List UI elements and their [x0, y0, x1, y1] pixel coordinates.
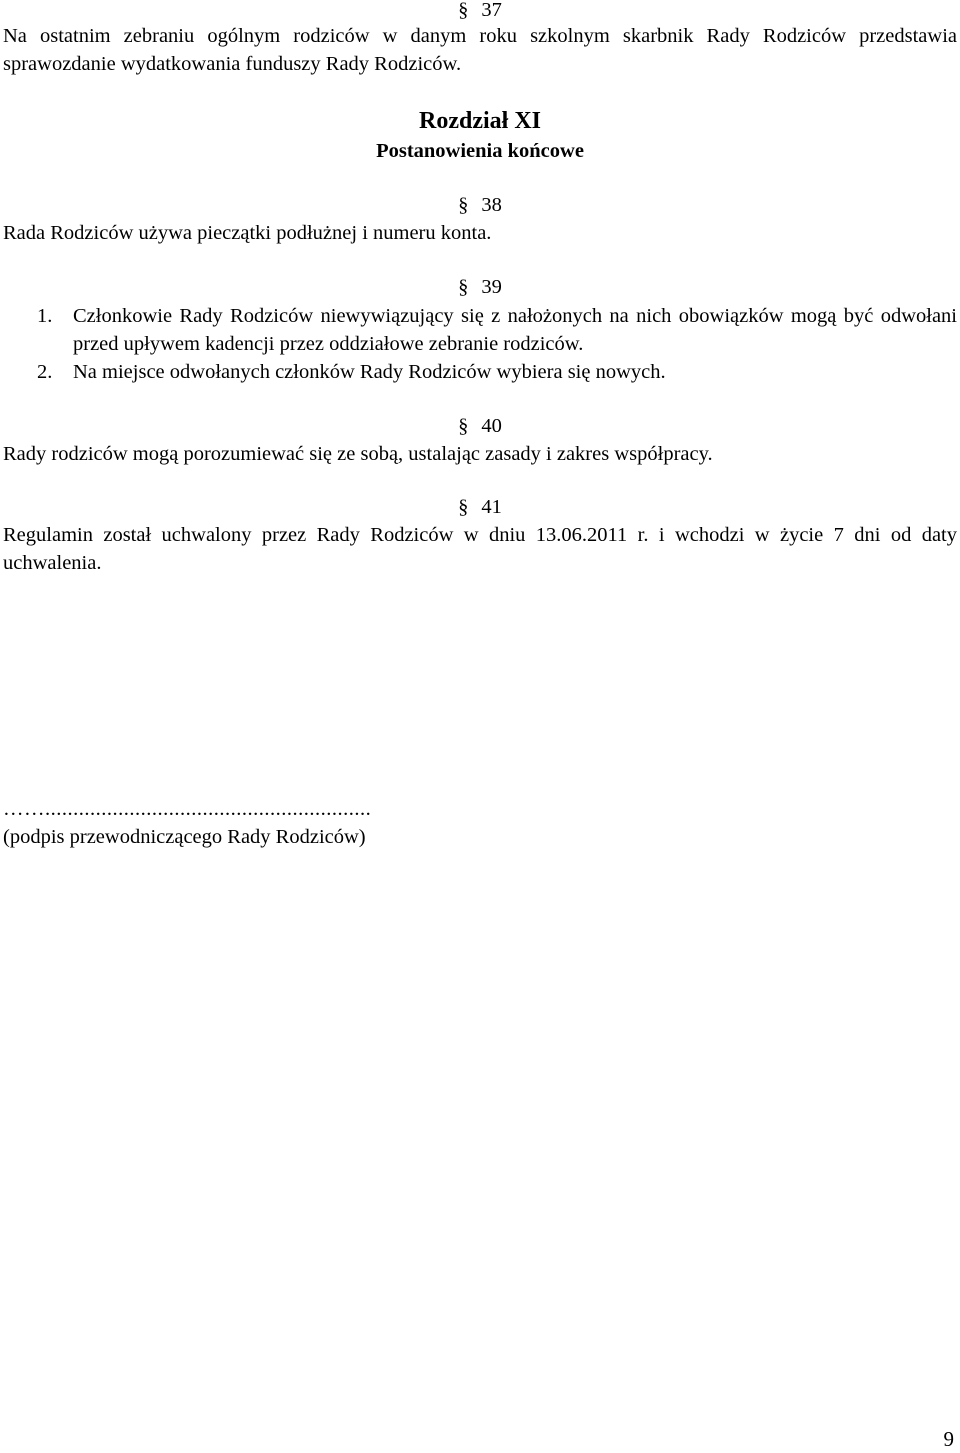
item-text: Na miejsce odwołanych członków Rady Rodziców wybiera się nowych. [73, 361, 666, 383]
section-41-heading [0, 493, 960, 521]
section-37-heading [0, 0, 960, 24]
section-38-number: 38 [481, 194, 502, 216]
section-sign-icon: § [458, 0, 469, 21]
section-40-heading [0, 412, 960, 440]
section-37-text: Na ostatnim zebraniu ogólnym rodziców w danym roku szkolnym skarbnik Rady Rodziców przedstawia sprawozdanie wydatkowania funduszy Rady Rodziców. [3, 25, 957, 75]
section-38-heading [0, 191, 960, 219]
section-40-text: Rady rodziców mogą porozumiewać się ze sobą, ustalając zasady i zakres współpracy. [3, 443, 713, 465]
signature-line: …….......................................................... [3, 798, 372, 820]
section-41-number: 41 [481, 496, 502, 518]
section-sign-icon: § [458, 194, 469, 216]
item-number: 2. [37, 361, 53, 383]
section-39-item-2 [3, 358, 957, 386]
section-39-number: 39 [481, 276, 502, 298]
item-text: Członkowie Rady Rodziców niewywiązujący się z nałożonych na nich obowiązków mogą być odwołani przed upływem kadencji przez oddziałowe zebranie rodziców. [73, 305, 957, 355]
chapter-title: Rozdział XI [419, 108, 541, 134]
section-40-body [3, 440, 957, 468]
item-number: 1. [37, 305, 53, 327]
section-39-heading [0, 273, 960, 301]
chapter-subtitle: Postanowienia końcowe [376, 140, 584, 162]
section-41-text: Regulamin został uchwalony przez Rady Rodziców w dniu 13.06.2011 r. i wchodzi w życie 7 dni od daty uchwalenia. [3, 524, 957, 574]
section-39-item-1 [3, 302, 957, 358]
section-37-body [3, 22, 957, 78]
section-sign-icon: § [458, 276, 469, 298]
section-sign-icon: § [458, 496, 469, 518]
section-38-body [3, 219, 957, 247]
section-41-body [3, 521, 957, 577]
section-37-number: 37 [481, 0, 502, 21]
page-number: 9 [943, 1427, 954, 1451]
section-sign-icon: § [458, 415, 469, 437]
section-38-text: Rada Rodziców używa pieczątki podłużnej i numeru konta. [3, 222, 492, 244]
section-40-number: 40 [481, 415, 502, 437]
signature-caption: (podpis przewodniczącego Rady Rodziców) [3, 826, 366, 848]
